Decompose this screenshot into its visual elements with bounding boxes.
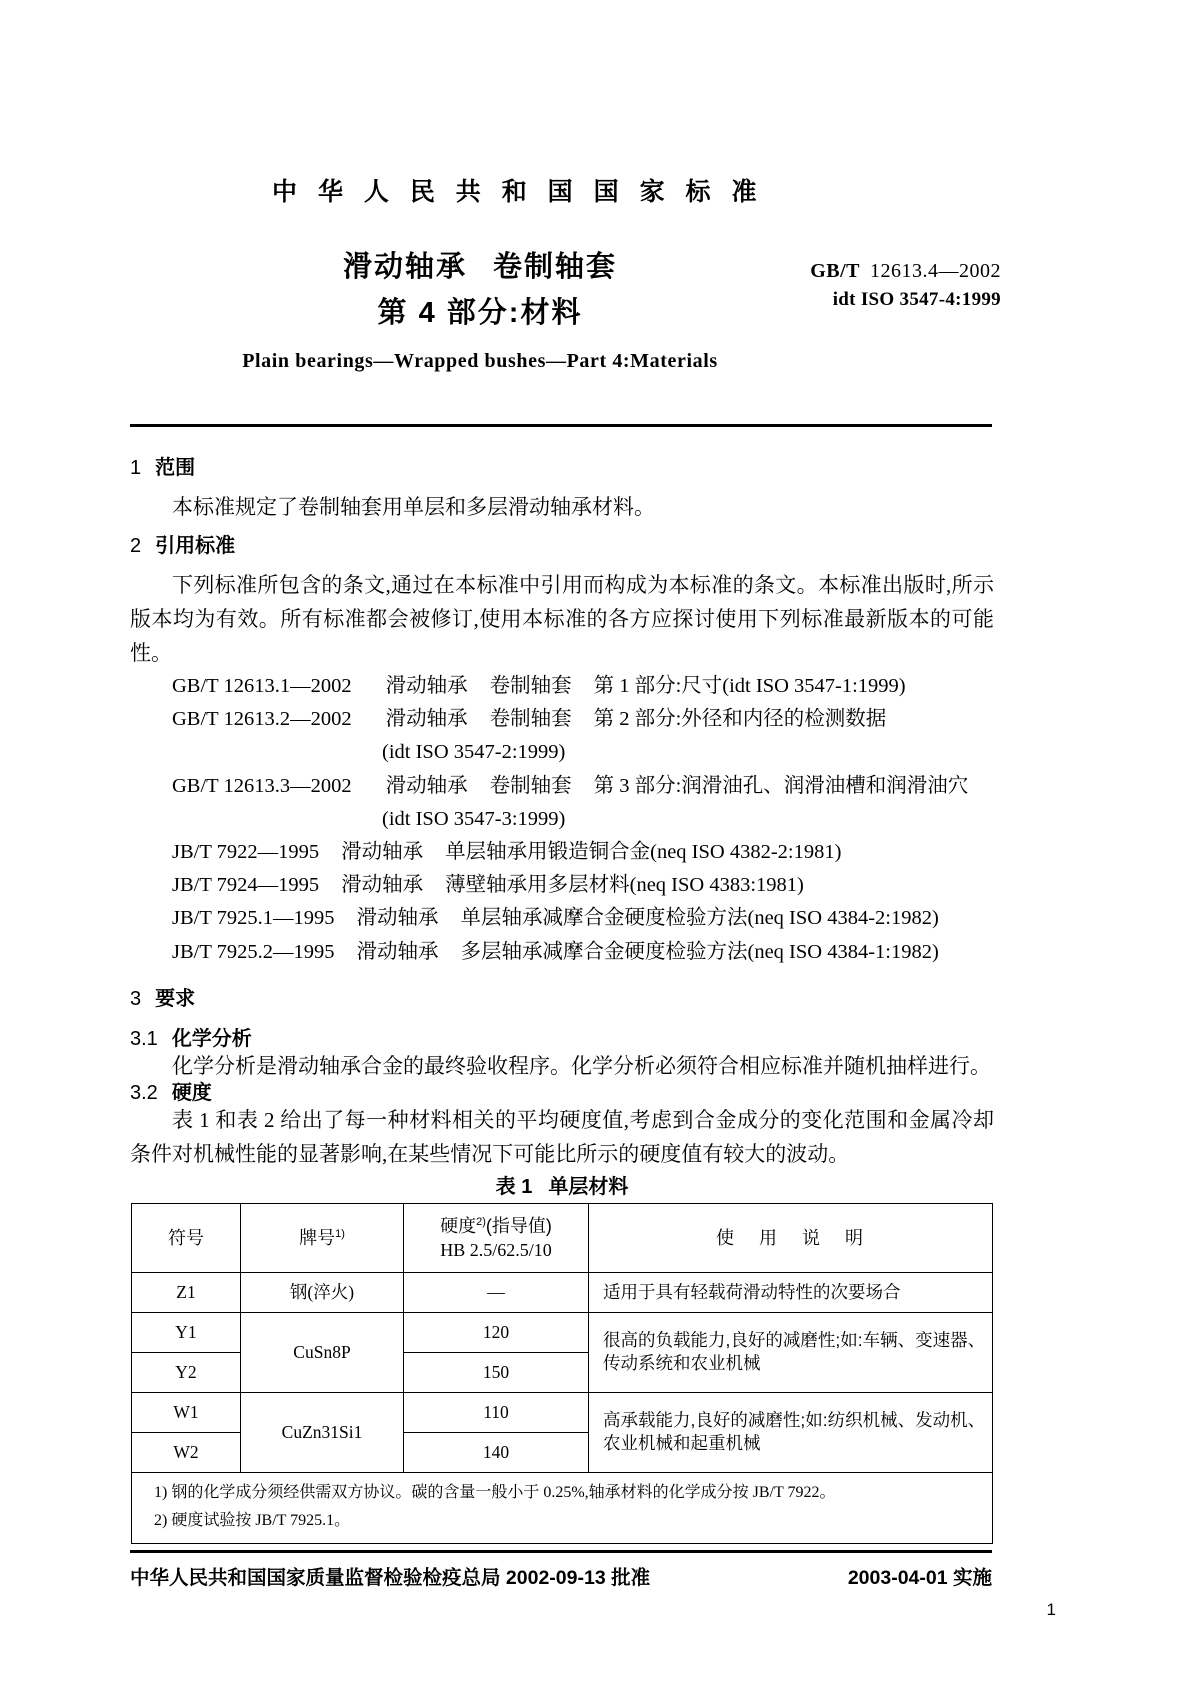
reference-part: 第 3 部分:润滑油孔、润滑油槽和润滑油穴	[593, 774, 969, 797]
standard-code-number: 12613.4—2002	[870, 260, 1001, 282]
single-layer-materials-table	[131, 1203, 993, 1544]
cell-symbol: Y2	[132, 1352, 241, 1392]
cell-usage: 适用于具有轻载荷滑动特性的次要场合	[589, 1272, 993, 1312]
table-1-caption	[130, 1177, 994, 1197]
section-3-1-heading	[130, 1029, 994, 1049]
section-1-heading	[130, 458, 994, 478]
page-number: 1	[1046, 1600, 1056, 1619]
title-part-b: 卷制轴套	[493, 251, 618, 283]
reference-name: 滑动轴承	[385, 675, 468, 698]
table-notes-row	[132, 1472, 993, 1543]
reference-code: GB/T 12613.1—2002	[172, 675, 352, 698]
section-3-heading	[130, 989, 994, 1009]
section-1-title: 范围	[155, 457, 196, 479]
standard-code-idt	[810, 287, 1001, 313]
header-hardness-footnote-mark: 2)	[476, 1215, 486, 1228]
header-hardness-line1	[410, 1214, 582, 1238]
reference-item	[130, 703, 994, 736]
section-3-1-paragraph: 化学分析是滑动轴承合金的最终验收程序。化学分析必须符合相应标准并随机抽样进行。	[172, 1053, 991, 1078]
table-1-caption-title: 单层材料	[548, 1175, 629, 1198]
section-3-title: 要求	[155, 987, 196, 1010]
section-2-heading	[130, 536, 994, 556]
header-grade-label: 牌号	[299, 1227, 336, 1248]
section-3-2-number: 3.2	[130, 1081, 158, 1104]
reference-part: 薄壁轴承用多层材料(neq ISO 4383:1981)	[445, 874, 804, 897]
table-row	[132, 1392, 993, 1432]
section-2-number: 2	[130, 535, 142, 558]
reference-code: JB/T 7925.1—1995	[172, 907, 335, 930]
reference-name: 滑动轴承	[341, 874, 424, 897]
cell-usage: 高承载能力,良好的减磨性;如:纺织机械、发动机、农业机械和起重机械	[589, 1392, 993, 1472]
cell-grade: 钢(淬火)	[241, 1272, 404, 1312]
table-row	[132, 1272, 993, 1312]
cell-symbol: W2	[132, 1432, 241, 1472]
standard-code-line	[810, 258, 1001, 285]
cell-usage: 很高的负载能力,良好的减磨性;如:车辆、变速器、传动系统和农业机械	[589, 1312, 993, 1392]
reference-code: JB/T 7925.2—1995	[172, 940, 335, 963]
reference-part: 单层轴承用锻造铜合金(neq ISO 4382-2:1981)	[445, 841, 842, 864]
section-1-paragraph: 本标准规定了卷制轴套用单层和多层滑动轴承材料。	[172, 495, 655, 519]
page-footer	[130, 1562, 992, 1590]
title-part-a: 滑动轴承	[342, 251, 467, 283]
footer-effective-text: 2003-04-01 实施	[847, 1567, 992, 1589]
cell-hardness: —	[404, 1272, 589, 1312]
header-usage	[589, 1203, 993, 1272]
reference-item	[130, 902, 994, 935]
document-title-block	[240, 248, 720, 333]
standard-code-prefix: GB/T	[810, 260, 860, 282]
header-hardness-label: 硬度	[440, 1215, 477, 1236]
reference-item	[130, 936, 994, 969]
cell-symbol: Y1	[132, 1312, 241, 1352]
reference-kind: 卷制轴套	[489, 774, 572, 797]
section-2-title: 引用标准	[155, 535, 236, 558]
cell-grade: CuSn8P	[241, 1312, 404, 1392]
cell-grade: CuZn31Si1	[241, 1392, 404, 1472]
reference-name: 滑动轴承	[356, 907, 439, 930]
table-1-caption-label: 表 1	[495, 1175, 533, 1198]
reference-code: GB/T 12613.3—2002	[172, 774, 352, 797]
document-body	[130, 458, 994, 1544]
reference-item	[130, 836, 994, 869]
section-3-1-number: 3.1	[130, 1027, 158, 1050]
cell-symbol: Z1	[132, 1272, 241, 1312]
section-3-2-paragraph: 表 1 和表 2 给出了每一种材料相关的平均硬度值,考虑到合金成分的变化范围和金属冷却条件对机械性能的显著影响,在某些情况下可能比所示的硬度值有较大的波动。	[130, 1107, 994, 1166]
section-2-paragraph: 下列标准所包含的条文,通过在本标准中引用而构成为本标准的条文。本标准出版时,所示版本均为有效。所有标准都会被修订,使用本标准的各方应探讨使用下列标准最新版本的可能性。	[130, 573, 994, 666]
header-hardness-line2: HB 2.5/62.5/10	[440, 1239, 552, 1260]
title-line-2: 第 4 部分:材料	[377, 297, 583, 330]
reference-part: 第 2 部分:外径和内径的检测数据	[593, 708, 887, 731]
reference-name: 滑动轴承	[356, 940, 439, 963]
section-3-number: 3	[130, 987, 142, 1010]
header-hardness-guide: (指导值)	[485, 1215, 552, 1236]
table-note: 1) 钢的化学成分须经供需双方协议。碳的含量一般小于 0.25%,轴承材料的化学成分按 JB/T 7922。	[154, 1483, 836, 1501]
idt-reference-text: idt ISO 3547-4:1999	[832, 289, 1001, 310]
cell-hardness: 150	[404, 1352, 589, 1392]
header-hardness	[404, 1203, 589, 1272]
footer-approval-text: 中华人民共和国国家质量监督检验检疫总局 2002-09-13 批准	[130, 1567, 651, 1589]
table-header-row	[132, 1203, 993, 1272]
header-grade	[241, 1203, 404, 1272]
reference-continuation: (idt ISO 3547-2:1999)	[382, 741, 566, 764]
reference-continuation: (idt ISO 3547-3:1999)	[382, 807, 566, 830]
reference-kind: 卷制轴套	[489, 675, 572, 698]
table-row	[132, 1312, 993, 1352]
section-3-1-title: 化学分析	[171, 1027, 252, 1050]
reference-part: 单层轴承减摩合金硬度检验方法(neq ISO 4384-2:1982)	[460, 907, 939, 930]
footer-divider-rule	[130, 1550, 992, 1553]
title-line-1	[240, 248, 720, 286]
reference-code: GB/T 12613.2—2002	[172, 708, 352, 731]
reference-code: JB/T 7924—1995	[172, 874, 320, 897]
reference-item	[130, 670, 994, 703]
reference-part: 第 1 部分:尺寸(idt ISO 3547-1:1999)	[593, 675, 906, 698]
cell-hardness: 140	[404, 1432, 589, 1472]
reference-kind: 卷制轴套	[489, 708, 572, 731]
header-usage-label: 使 用 说 明	[715, 1227, 873, 1248]
section-3-2-title: 硬度	[171, 1081, 212, 1104]
reference-item	[130, 770, 994, 803]
standard-code-block	[810, 258, 1001, 313]
reference-name: 滑动轴承	[385, 708, 468, 731]
cell-hardness: 110	[404, 1392, 589, 1432]
table-note: 2) 硬度试验按 JB/T 7925.1。	[154, 1511, 351, 1529]
cell-hardness: 120	[404, 1312, 589, 1352]
section-1-number: 1	[130, 457, 142, 479]
header-divider-rule	[130, 424, 992, 427]
reference-part: 多层轴承减摩合金硬度检验方法(neq ISO 4384-1:1982)	[460, 940, 939, 963]
english-title: Plain bearings—Wrapped bushes—Part 4:Materials	[242, 350, 718, 372]
section-3-2-heading	[130, 1083, 994, 1103]
reference-item	[130, 869, 994, 902]
reference-name: 滑动轴承	[385, 774, 468, 797]
national-standard-heading: 中 华 人 民 共 和 国 国 家 标 准	[272, 178, 764, 206]
table-notes	[132, 1472, 993, 1543]
reference-name: 滑动轴承	[341, 841, 424, 864]
header-symbol: 符号	[132, 1203, 241, 1272]
reference-code: JB/T 7922—1995	[172, 841, 320, 864]
header-grade-footnote-mark: 1)	[335, 1227, 345, 1240]
cell-symbol: W1	[132, 1392, 241, 1432]
